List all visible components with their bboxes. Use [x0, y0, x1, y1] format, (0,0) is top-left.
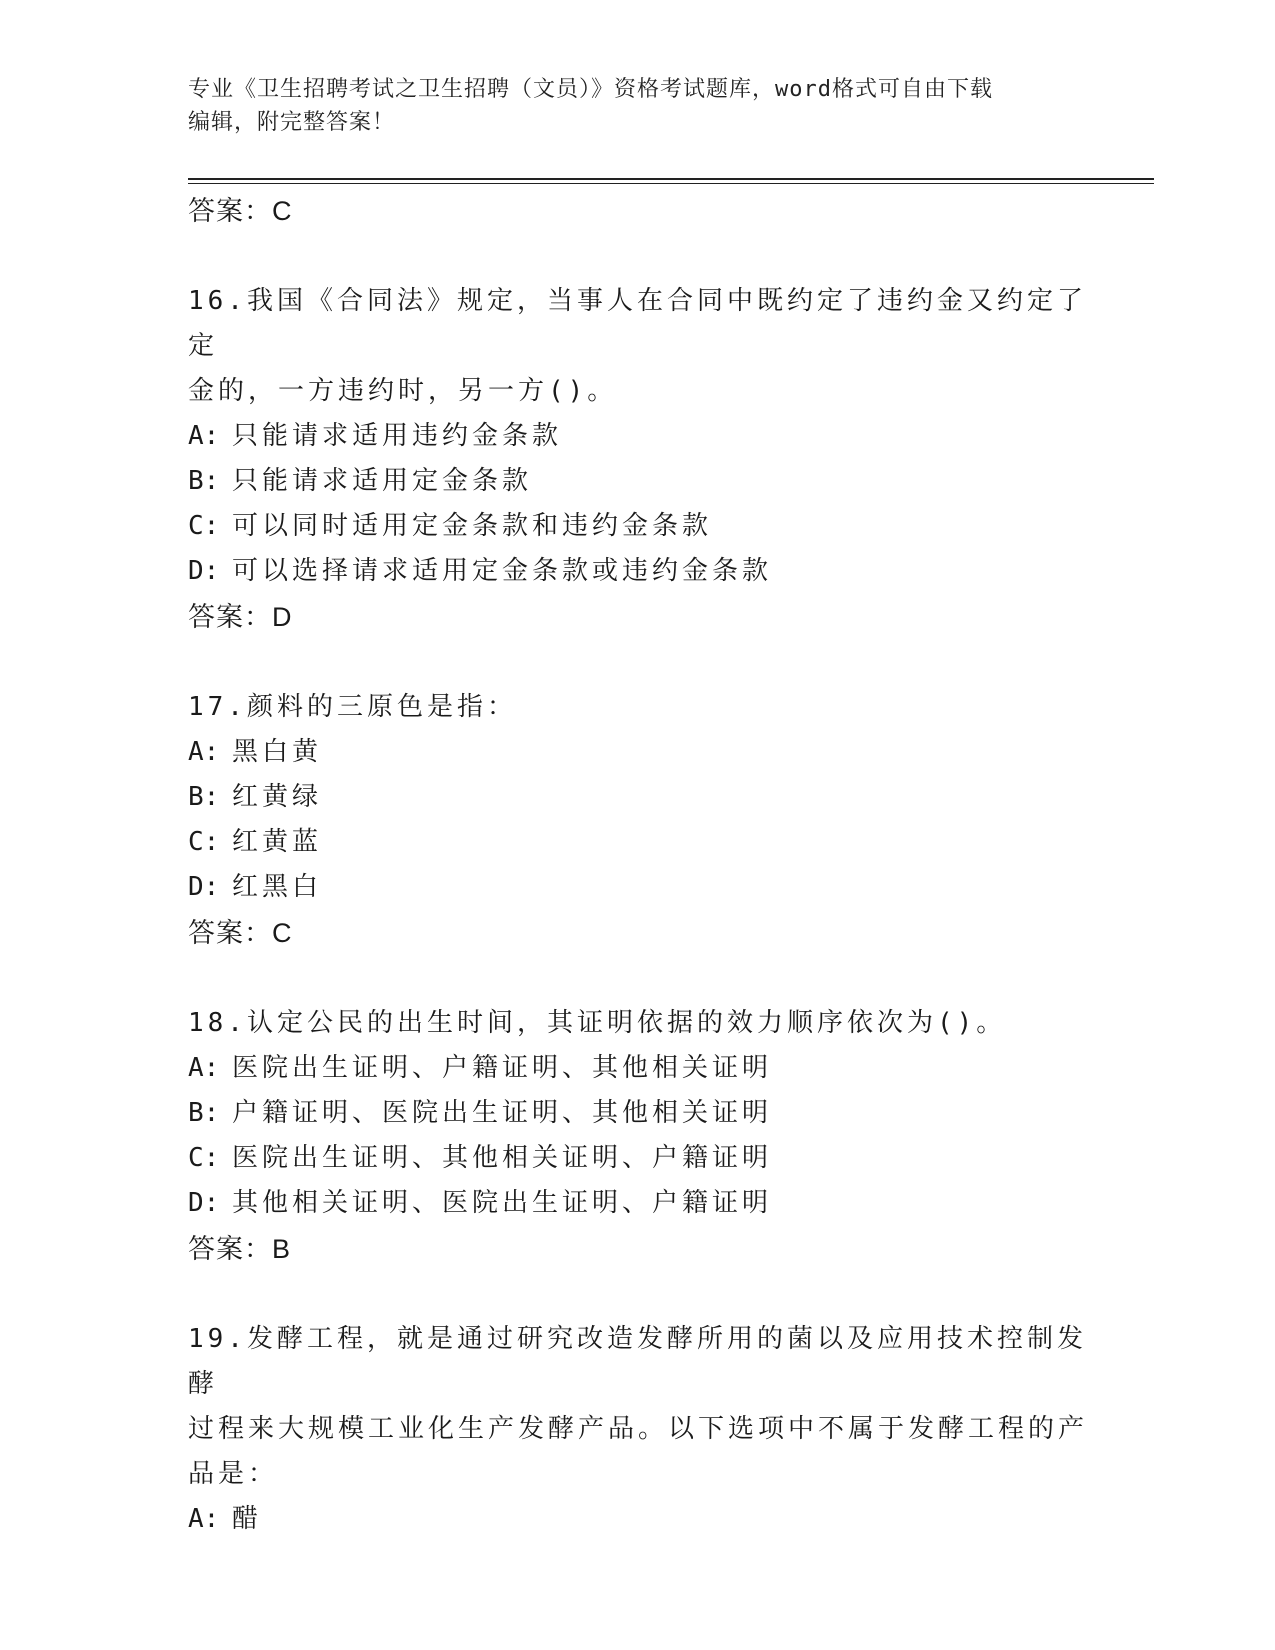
question-text-line: 18.认定公民的出生时间，其证明依据的效力顺序依次为()。: [188, 1008, 1007, 1038]
question-19-text: [188, 1317, 1088, 1497]
option-text: 医院出生证明、户籍证明、其他相关证明: [232, 1053, 773, 1083]
option-letter: B:: [188, 782, 220, 812]
option-a: [188, 730, 1088, 775]
header-line-2: 编辑，附完整答案！: [188, 110, 396, 135]
option-a: [188, 1497, 1088, 1542]
question-text-line: 品是：: [188, 1459, 279, 1489]
answer-16: 答案：D: [188, 602, 293, 632]
option-text: 可以同时适用定金条款和违约金条款: [232, 511, 713, 541]
question-text-line: 金的，一方违约时，另一方()。: [188, 376, 618, 406]
question-18: [188, 1001, 1088, 1272]
question-17-text: [188, 685, 1088, 730]
header-rule-thin: [188, 183, 1154, 184]
question-16-text: [188, 279, 1088, 414]
option-letter: D:: [188, 872, 220, 902]
spacer: [188, 234, 1088, 279]
header-rule-thick: [188, 178, 1154, 180]
option-letter: B:: [188, 466, 220, 496]
answer-17: 答案：C: [188, 918, 293, 948]
spacer: [188, 1272, 1088, 1317]
option-b: [188, 459, 1088, 504]
option-c: [188, 1136, 1088, 1181]
option-d: [188, 1181, 1088, 1226]
option-text: 只能请求适用违约金条款: [232, 421, 563, 451]
option-text: 只能请求适用定金条款: [232, 466, 533, 496]
option-b: [188, 775, 1088, 820]
question-text-line: 19.发酵工程，就是通过研究改造发酵所用的菌以及应用技术控制发酵: [188, 1324, 1087, 1399]
option-letter: D:: [188, 556, 220, 586]
option-text: 其他相关证明、医院出生证明、户籍证明: [232, 1188, 773, 1218]
option-text: 醋: [232, 1504, 263, 1534]
spacer: [188, 640, 1088, 685]
option-letter: D:: [188, 1188, 220, 1218]
question-19: [188, 1317, 1088, 1542]
question-text-line: 17.颜料的三原色是指：: [188, 692, 517, 722]
page-header: [188, 73, 1088, 139]
question-text-line: 16.我国《合同法》规定，当事人在合同中既约定了违约金又约定了定: [188, 286, 1087, 361]
option-text: 红黑白: [232, 872, 323, 902]
question-list: [188, 188, 1088, 1542]
option-letter: B:: [188, 1098, 220, 1128]
question-text-line: 过程来大规模工业化生产发酵产品。以下选项中不属于发酵工程的产: [188, 1414, 1089, 1444]
option-letter: C:: [188, 1143, 220, 1173]
option-c: [188, 820, 1088, 865]
option-letter: A:: [188, 421, 220, 451]
option-letter: C:: [188, 511, 220, 541]
option-letter: A:: [188, 1053, 220, 1083]
option-c: [188, 504, 1088, 549]
option-text: 红黄蓝: [232, 827, 323, 857]
question-17: [188, 685, 1088, 956]
option-text: 医院出生证明、其他相关证明、户籍证明: [232, 1143, 773, 1173]
header-line-1: 专业《卫生招聘考试之卫生招聘（文员）》资格考试题库，word格式可自由下载: [188, 77, 993, 102]
option-text: 红黄绿: [232, 782, 323, 812]
question-16: [188, 279, 1088, 640]
option-a: [188, 1046, 1088, 1091]
option-text: 可以选择请求适用定金条款或违约金条款: [232, 556, 773, 586]
option-text: 户籍证明、医院出生证明、其他相关证明: [232, 1098, 773, 1128]
option-letter: C:: [188, 827, 220, 857]
answer-15: 答案：C: [188, 196, 293, 226]
option-b: [188, 1091, 1088, 1136]
option-d: [188, 549, 1088, 594]
spacer: [188, 956, 1088, 1001]
answer-18: 答案：B: [188, 1234, 292, 1264]
option-text: 黑白黄: [232, 737, 323, 767]
option-letter: A:: [188, 737, 220, 767]
option-d: [188, 865, 1088, 910]
option-a: [188, 414, 1088, 459]
question-18-text: [188, 1001, 1088, 1046]
option-letter: A:: [188, 1504, 220, 1534]
